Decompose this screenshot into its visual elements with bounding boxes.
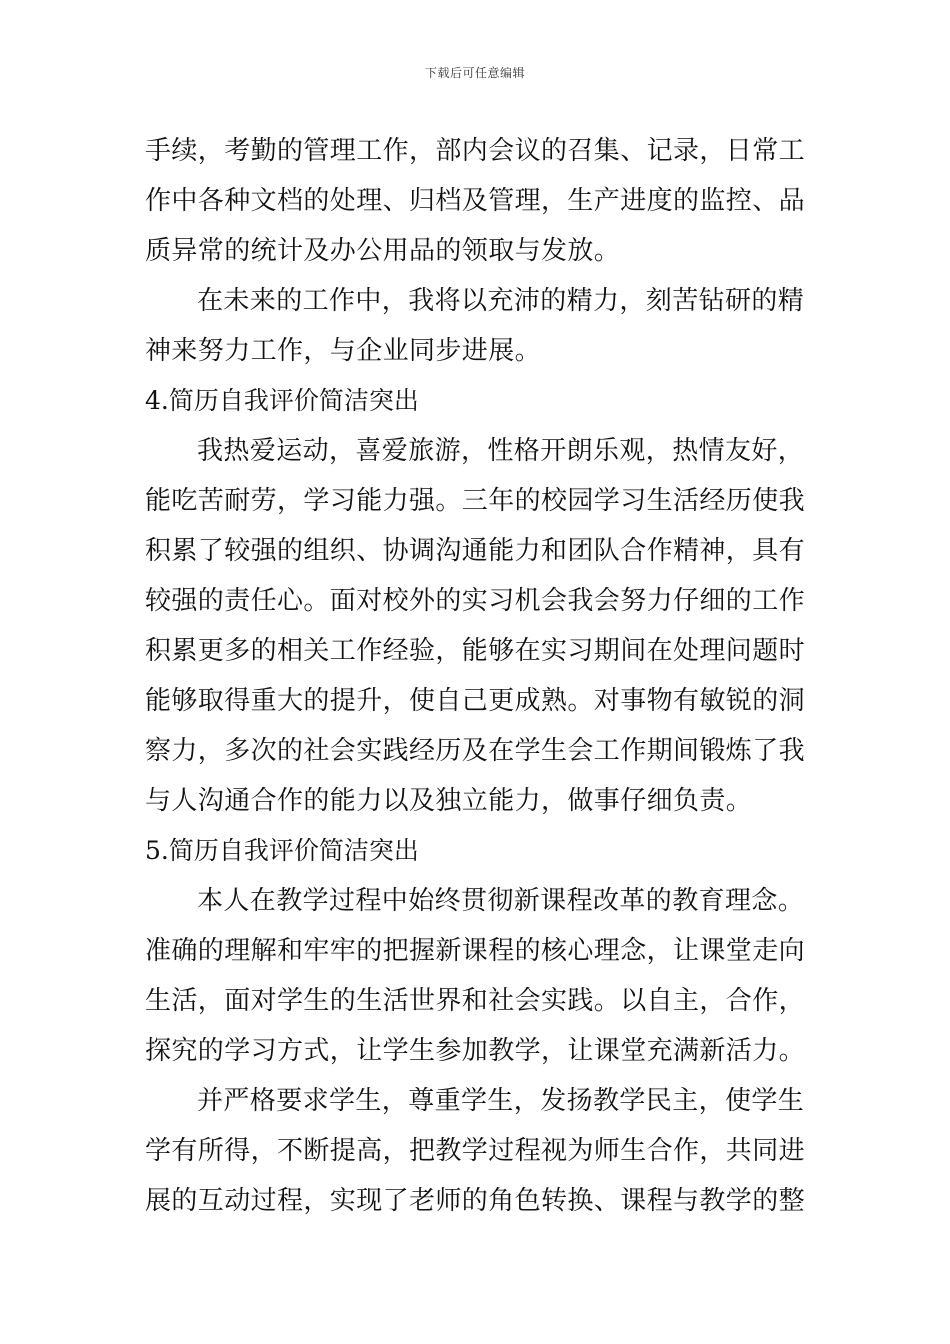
text-line: 质异常的统计及办公用品的领取与发放。 xyxy=(145,236,621,266)
text-line: 较强的责任心。面对校外的实习机会我会努力仔细的工作 xyxy=(145,586,806,616)
paragraph xyxy=(145,876,805,1076)
section-heading: 4.简历自我评价简洁突出 xyxy=(145,386,419,415)
text-line: 展的互动过程，实现了老师的角色转换、课程与教学的整 xyxy=(145,1186,806,1216)
section-heading: 5.简历自我评价简洁突出 xyxy=(145,836,419,865)
page-header: 下载后可任意编辑 xyxy=(424,66,525,80)
text-line: 生活，面对学生的生活世界和社会实践。以自主，合作， xyxy=(145,986,806,1016)
text-line: 能够取得重大的提升，使自己更成熟。对事物有敏锐的洞 xyxy=(145,686,806,716)
text-line: 并严格要求学生，尊重学生，发扬教学民主，使学生 xyxy=(197,1086,805,1116)
text-line: 察力，多次的社会实践经历及在学生会工作期间锻炼了我 xyxy=(145,736,806,766)
text-line: 积累了较强的组织、协调沟通能力和团队合作精神，具有 xyxy=(145,536,806,566)
text-line: 与人沟通合作的能力以及独立能力，做事仔细负责。 xyxy=(145,786,753,816)
text-line: 准确的理解和牢牢的把握新课程的核心理念，让课堂走向 xyxy=(145,936,806,966)
text-line: 作中各种文档的处理、归档及管理，生产进度的监控、品 xyxy=(145,186,806,216)
text-line: 神来努力工作，与企业同步进展。 xyxy=(145,336,542,366)
paragraph xyxy=(145,1076,805,1226)
paragraph xyxy=(145,126,805,276)
text-line: 我热爱运动，喜爱旅游，性格开朗乐观，热情友好， xyxy=(197,436,805,466)
text-line: 在未来的工作中，我将以充沛的精力，刻苦钻研的精 xyxy=(197,286,805,316)
paragraph xyxy=(145,276,805,376)
text-line: 探究的学习方式，让学生参加教学，让课堂充满新活力。 xyxy=(145,1036,806,1066)
paragraph xyxy=(145,426,805,826)
text-line: 手续，考勤的管理工作，部内会议的召集、记录，日常工 xyxy=(145,136,806,166)
text-line: 本人在教学过程中始终贯彻新课程改革的教育理念。 xyxy=(197,886,805,916)
text-line: 积累更多的相关工作经验，能够在实习期间在处理问题时 xyxy=(145,636,806,666)
text-line: 学有所得，不断提高，把教学过程视为师生合作，共同进 xyxy=(145,1136,806,1166)
document-body xyxy=(145,126,805,1226)
text-line: 能吃苦耐劳，学习能力强。三年的校园学习生活经历使我 xyxy=(145,486,806,516)
